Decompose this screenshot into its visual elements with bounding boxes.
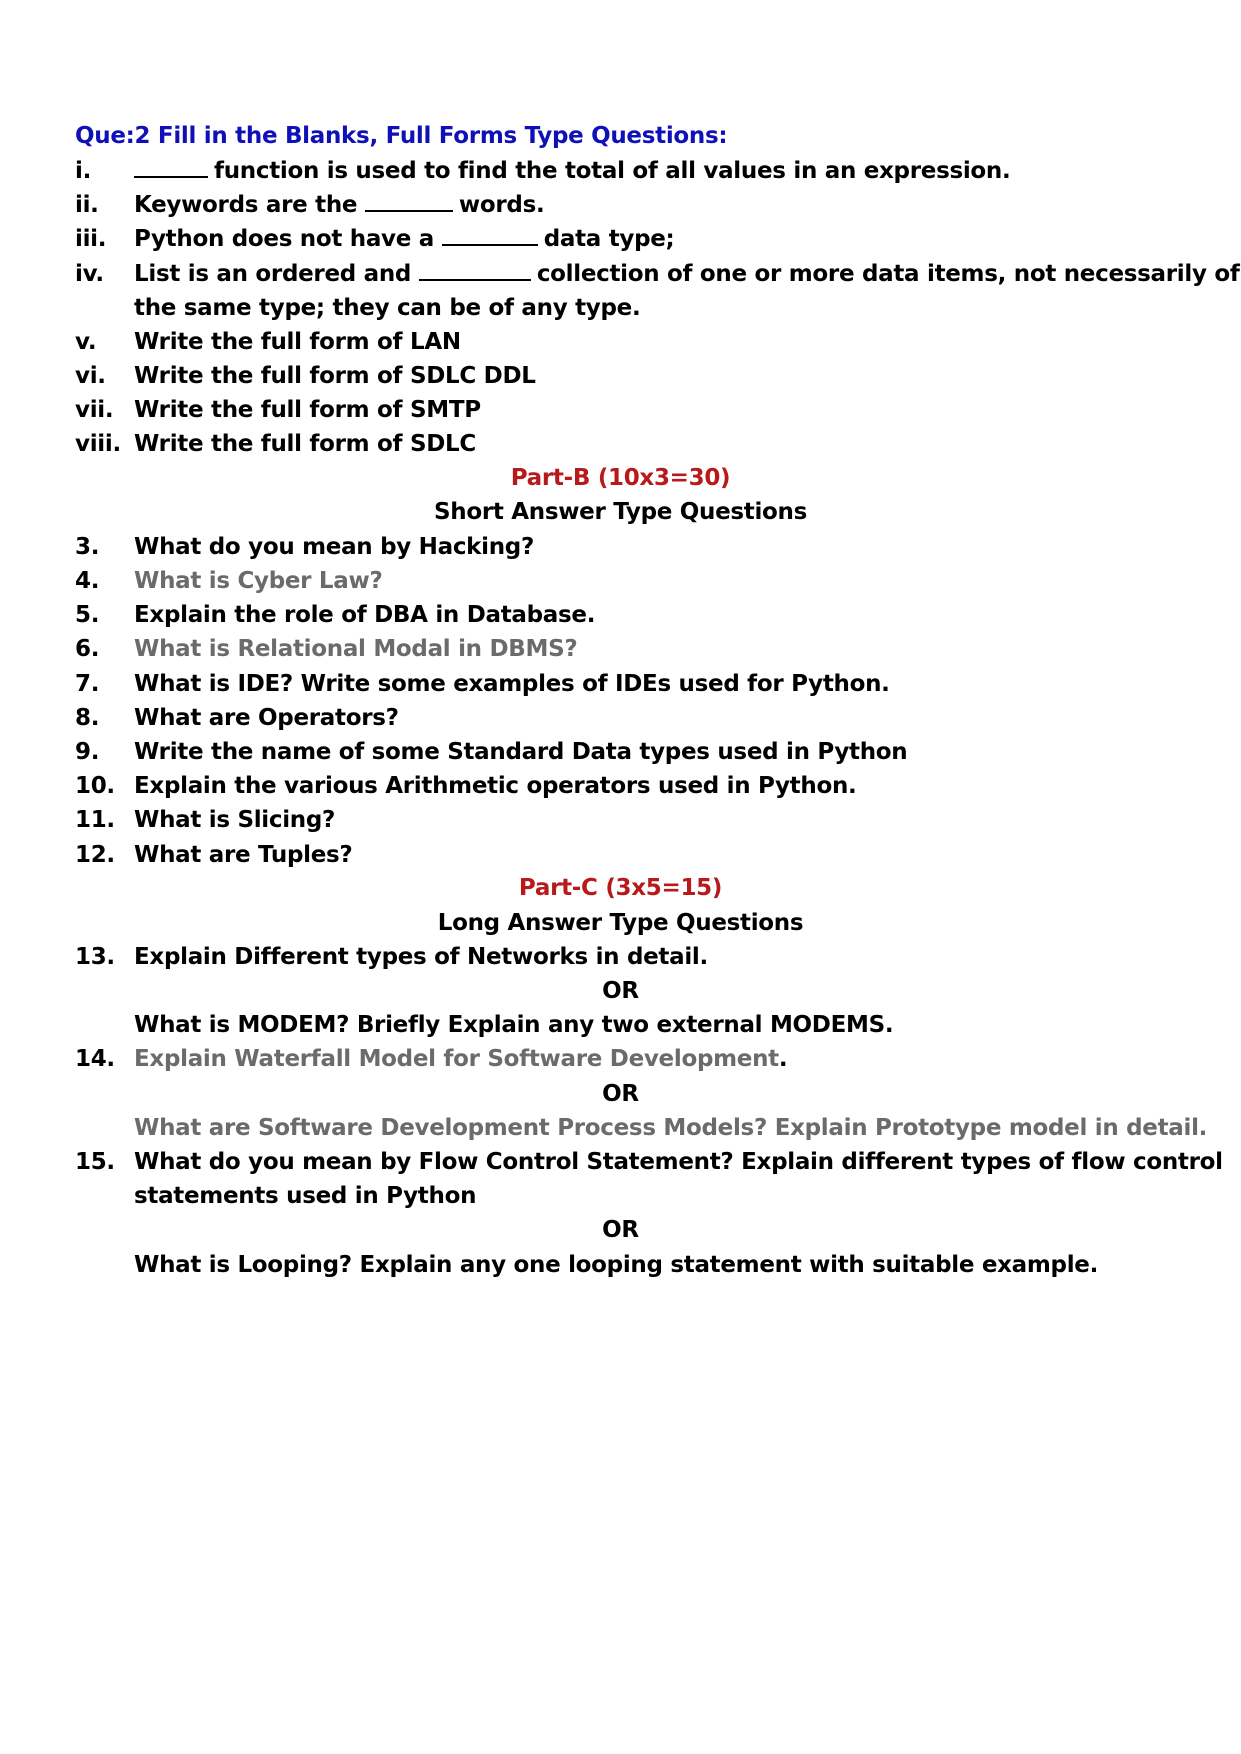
part-c-title: Part-C (3x5=15)	[518, 875, 723, 901]
question-text: What is Cyber Law?	[134, 568, 383, 594]
question-continuation	[0, 1177, 1241, 1215]
item-continuation	[0, 289, 1241, 327]
alternative-text: What is MODEM? Briefly Explain any two external MODEMS.	[134, 1012, 894, 1038]
part-b-subtitle-line	[0, 493, 1241, 531]
full-form-item	[0, 357, 1241, 395]
question-text: What is Relational Modal in DBMS?	[134, 636, 578, 662]
fill-blank-item	[0, 220, 1241, 258]
question-row	[0, 630, 1241, 668]
item-text: function is used to find the total of all values in an expression.	[134, 152, 1010, 190]
fill-blank-item	[0, 255, 1241, 293]
question-number: 6.	[75, 636, 100, 662]
item-text: Write the full form of SDLC	[134, 431, 476, 457]
question-row	[0, 699, 1241, 737]
blank-line	[134, 176, 208, 178]
blank-line	[365, 210, 453, 212]
question-row	[0, 562, 1241, 600]
blank-line	[419, 279, 531, 281]
item-text: Write the full form of LAN	[134, 329, 461, 355]
blank-line	[442, 244, 538, 246]
item-text: Keywords are the words.	[134, 192, 545, 218]
question-text: Explain the role of DBA in Database.	[134, 602, 596, 628]
or-label: OR	[602, 1217, 639, 1243]
item-text-cont: the same type; they can be of any type.	[134, 295, 641, 321]
full-form-item	[0, 391, 1241, 429]
part-c-subtitle-line	[0, 904, 1241, 942]
or-separator	[0, 1211, 1241, 1249]
question-number: 10.	[75, 773, 115, 799]
alternative-text: What are Software Development Process Models? Explain Prototype model in detail.	[134, 1115, 1208, 1141]
item-text: Python does not have a data type;	[134, 226, 675, 252]
part-b-subtitle: Short Answer Type Questions	[433, 499, 808, 525]
item-number: viii.	[75, 431, 121, 457]
fill-blank-item	[0, 186, 1241, 224]
question-row	[0, 596, 1241, 634]
item-number: v.	[75, 329, 97, 355]
question-number: 13.	[75, 944, 115, 970]
alternative-question	[0, 1006, 1241, 1044]
fill-blank-item	[0, 152, 1241, 190]
question-row	[0, 733, 1241, 771]
alternative-question	[0, 1109, 1241, 1147]
question-number: 9.	[75, 739, 100, 765]
question-number: 5.	[75, 602, 100, 628]
question-row	[0, 767, 1241, 805]
item-number: vi.	[75, 363, 106, 389]
question-text-cont: statements used in Python	[134, 1183, 477, 1209]
full-form-item	[0, 425, 1241, 463]
part-c-title-line	[0, 869, 1241, 907]
question-text: Write the name of some Standard Data types used in Python	[134, 739, 908, 765]
question-row	[0, 1040, 1241, 1078]
part-a-heading: Que:2 Fill in the Blanks, Full Forms Type Questions:	[75, 123, 728, 149]
full-form-item	[0, 323, 1241, 361]
item-text: Write the full form of SDLC DDL	[134, 363, 536, 389]
question-text: What are Tuples?	[134, 842, 353, 868]
item-number: i.	[75, 158, 92, 184]
question-row	[0, 1143, 1241, 1181]
part-b-title: Part-B (10x3=30)	[510, 465, 731, 491]
question-number: 8.	[75, 705, 100, 731]
question-number: 11.	[75, 807, 115, 833]
item-number: iii.	[75, 226, 107, 252]
question-row	[0, 665, 1241, 703]
question-number: 12.	[75, 842, 115, 868]
or-label: OR	[602, 1081, 639, 1107]
question-text: What are Operators?	[134, 705, 399, 731]
item-text: Write the full form of SMTP	[134, 397, 481, 423]
question-row	[0, 801, 1241, 839]
question-text: Explain the various Arithmetic operators used in Python.	[134, 773, 857, 799]
question-text: What do you mean by Flow Control Statement? Explain different types of flow control	[134, 1149, 1223, 1175]
question-number: 3.	[75, 534, 100, 560]
question-number: 4.	[75, 568, 100, 594]
part-a-heading-line	[0, 117, 1241, 155]
item-number: iv.	[75, 261, 104, 287]
item-text: List is an ordered and collection of one or more data items, not necessarily of	[134, 261, 1240, 287]
question-row	[0, 938, 1241, 976]
question-text: Explain Different types of Networks in detail.	[134, 944, 708, 970]
question-text: What is Slicing?	[134, 807, 336, 833]
or-label: OR	[602, 978, 639, 1004]
alternative-text: What is Looping? Explain any one looping statement with suitable example.	[134, 1252, 1099, 1278]
part-b-title-line	[0, 459, 1241, 497]
question-number: 7.	[75, 671, 100, 697]
item-number: vii.	[75, 397, 114, 423]
item-number: ii.	[75, 192, 99, 218]
part-c-subtitle: Long Answer Type Questions	[437, 910, 804, 936]
question-text: What is IDE? Write some examples of IDEs used for Python.	[134, 671, 890, 697]
question-number: 15.	[75, 1149, 115, 1175]
question-number: 14.	[75, 1046, 115, 1072]
or-separator	[0, 972, 1241, 1010]
alternative-question	[0, 1246, 1241, 1284]
question-row	[0, 528, 1241, 566]
or-separator	[0, 1075, 1241, 1113]
question-text: What do you mean by Hacking?	[134, 534, 535, 560]
question-text: Explain Waterfall Model for Software Development.	[134, 1046, 788, 1072]
